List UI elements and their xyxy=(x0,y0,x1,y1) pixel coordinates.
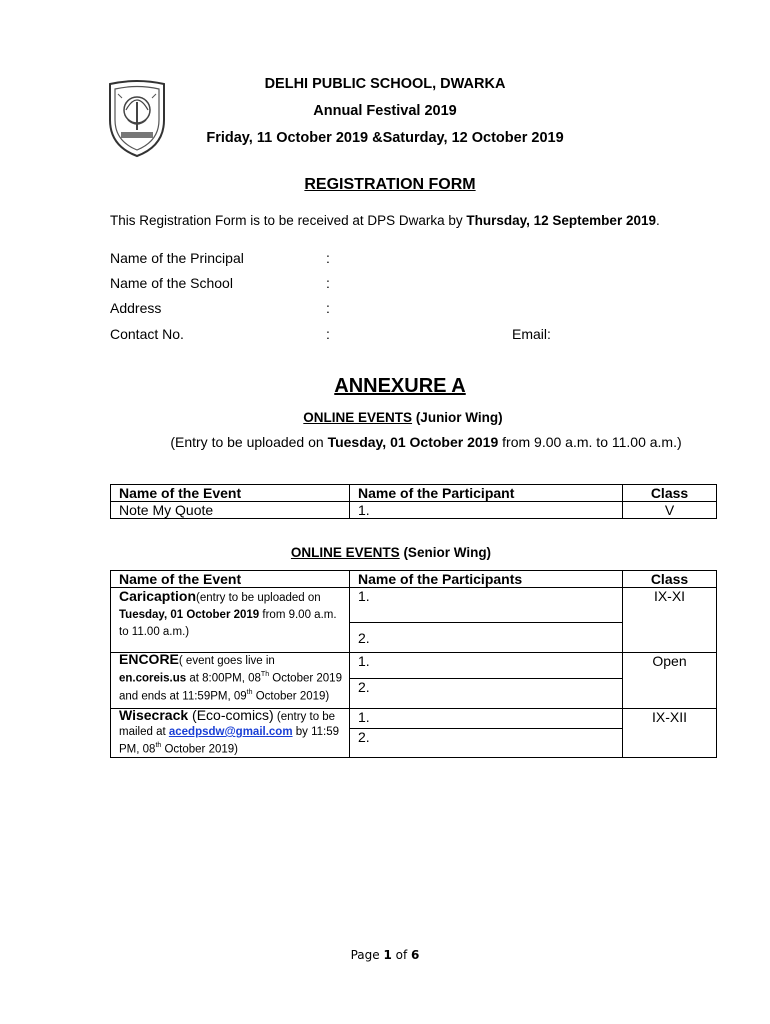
participant-cell: 1. xyxy=(350,709,623,729)
participant-cell: 1. xyxy=(350,588,623,623)
senior-wing-text: (Senior Wing) xyxy=(399,545,492,560)
table-header-row xyxy=(111,485,717,502)
intro-end: . xyxy=(655,213,660,228)
entry-suffix: from 9.00 a.m. to 11.00 a.m.) xyxy=(498,434,682,450)
event-desc-date: Tuesday, 01 October 2019 xyxy=(119,609,260,621)
junior-wing-text: (Junior Wing) xyxy=(412,410,503,425)
entry-date: Tuesday, 01 October 2019 xyxy=(327,434,499,450)
event-cell: Note My Quote xyxy=(111,502,350,519)
participant-cell: 1. xyxy=(350,502,623,519)
col-header-class: Class xyxy=(623,485,717,502)
field-label-address: Address xyxy=(110,300,162,316)
participant-cell: 2. xyxy=(350,679,623,709)
festival-title: Annual Festival 2019 xyxy=(313,103,457,119)
table-row-wisecrack xyxy=(111,709,717,729)
class-cell: IX-XI xyxy=(623,588,717,653)
class-cell: IX-XII xyxy=(623,709,717,758)
field-label-contact: Contact No. xyxy=(110,326,184,342)
table-row xyxy=(111,502,717,519)
col-header-participant: Name of the Participant xyxy=(350,485,623,502)
event-desc: (entry to be mailed at xyxy=(119,711,336,738)
event-site: en.coreis.us xyxy=(119,672,187,685)
page-footer xyxy=(0,948,770,962)
field-label-principal: Name of the Principal xyxy=(110,250,244,266)
field-sep-address: : xyxy=(326,300,330,316)
junior-events-heading xyxy=(0,410,770,425)
ordinal-sup: th xyxy=(246,688,253,696)
annexure-title: ANNEXURE A xyxy=(334,375,466,397)
event-desc-end: October 2019 and ends at 11:59PM, 09 xyxy=(119,672,342,703)
event-name: ENCORE xyxy=(119,651,179,667)
col-header-class: Class xyxy=(623,571,717,588)
event-cell-encore xyxy=(111,653,350,709)
page-total: 6 xyxy=(411,948,420,962)
table-row-encore xyxy=(111,653,717,679)
event-desc-time: from 9.00 a.m. to 11.00 a.m.) xyxy=(119,609,337,638)
ordinal-sup: th xyxy=(155,742,162,749)
festival-dates: Friday, 11 October 2019 &Saturday, 12 October 2019 xyxy=(206,130,564,146)
junior-heading-text: ONLINE EVENTS xyxy=(303,410,413,425)
registration-form-title: REGISTRATION FORM xyxy=(304,176,476,193)
event-subtitle: (Eco-comics) xyxy=(188,707,274,723)
event-desc-start: at 8:00PM, 08 xyxy=(186,672,261,685)
entry-window-note xyxy=(0,434,770,450)
senior-heading-text: ONLINE EVENTS xyxy=(290,545,400,560)
event-name: Wisecrack xyxy=(119,707,189,723)
event-desc-month: October 2019) xyxy=(252,690,330,703)
school-name: DELHI PUBLIC SCHOOL, DWARKA xyxy=(264,76,506,92)
event-desc: ( event goes live in xyxy=(178,655,275,667)
footer-of-label: of xyxy=(391,948,412,962)
field-label-school: Name of the School xyxy=(110,275,233,291)
intro-deadline: Thursday, 12 September 2019 xyxy=(466,213,656,228)
event-name: Caricaption xyxy=(119,588,197,604)
senior-events-table xyxy=(110,570,717,758)
entry-prefix: (Entry to be uploaded on xyxy=(170,434,328,450)
col-header-event: Name of the Event xyxy=(111,571,350,588)
field-sep-school: : xyxy=(326,275,330,291)
field-sep-contact: : xyxy=(326,326,330,342)
field-sep-principal: : xyxy=(326,250,330,266)
intro-text: This Registration Form is to be received at DPS Dwarka by xyxy=(110,213,467,228)
col-header-event: Name of the Event xyxy=(111,485,350,502)
participant-cell: 2. xyxy=(350,728,623,757)
contact-email-link[interactable]: acedpsdw@gmail.com xyxy=(168,726,293,738)
participant-cell: 2. xyxy=(350,623,623,653)
event-desc-month: October 2019) xyxy=(161,743,238,756)
class-cell: Open xyxy=(623,653,717,709)
class-cell: V xyxy=(623,502,717,519)
table-header-row xyxy=(111,571,717,588)
junior-events-table xyxy=(110,484,717,519)
registration-intro xyxy=(110,213,660,228)
event-cell-wisecrack xyxy=(111,709,350,758)
event-cell-caricaption xyxy=(111,588,350,653)
event-desc: (entry to be uploaded on xyxy=(196,592,321,604)
senior-events-heading xyxy=(0,545,770,560)
event-desc-deadline: by 11:59 PM, 08 xyxy=(119,726,340,756)
table-row-caricaption xyxy=(111,588,717,623)
page-number: 1 xyxy=(383,948,392,962)
field-label-email: Email: xyxy=(512,326,551,342)
participant-cell: 1. xyxy=(350,653,623,679)
footer-page-label: Page xyxy=(350,948,384,962)
ordinal-sup: Th xyxy=(260,671,270,678)
col-header-participants: Name of the Participants xyxy=(350,571,623,588)
